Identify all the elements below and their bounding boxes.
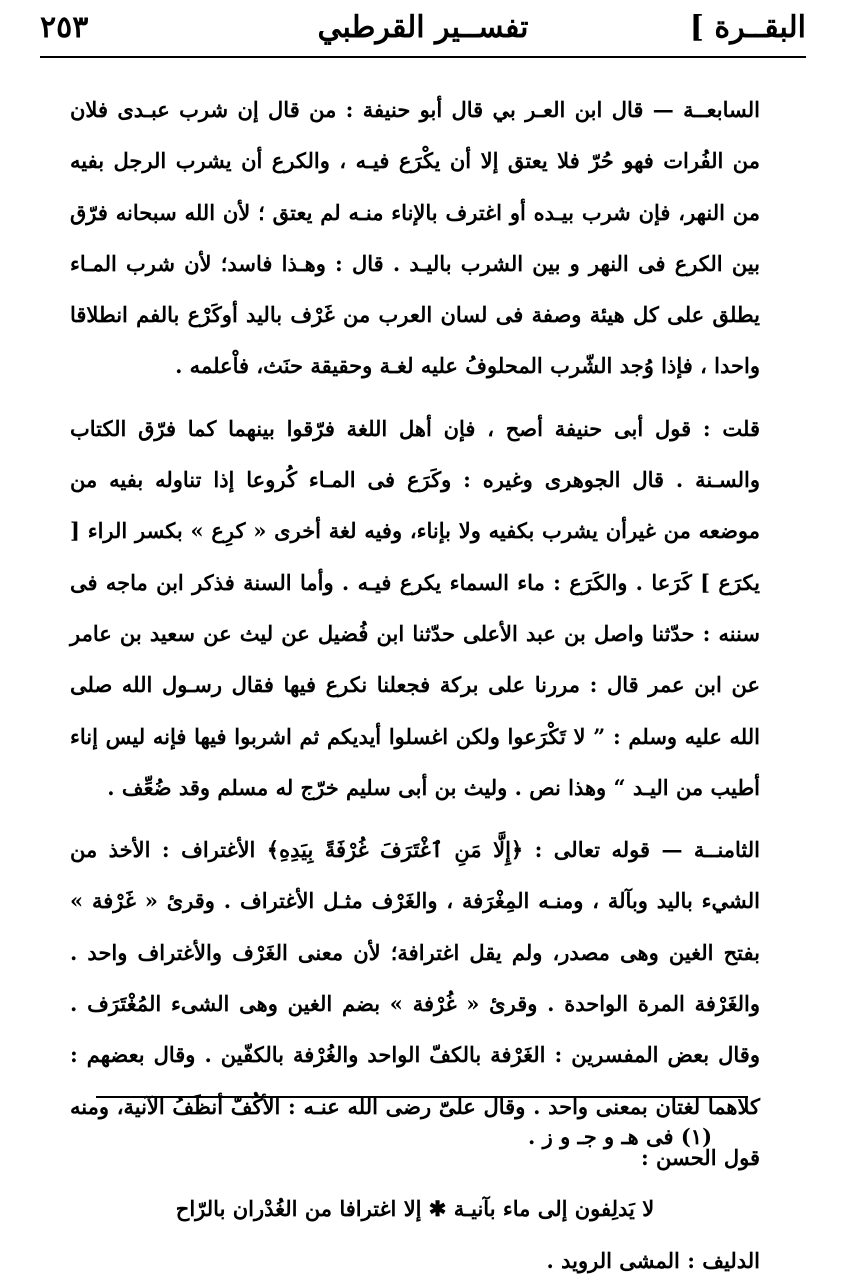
book-title: تفســير القرطبي — [317, 10, 529, 45]
footnote-rule — [96, 1096, 748, 1098]
footnote: (١) فى هـ و جـ و ز . — [528, 1124, 712, 1149]
paragraph-seventh: السابعــة — قال ابن العـر بي‌ قال أبو حنيفة : من قال إن شرب عبـدى فلان من الفُرات فهو حُرّ فلا يعتق إلا أن يكْرَع فيـه ، والكرع أن يشرب الرجل بفيه من النهر، فإن شرب بيـده أو اغترف بالإناء منـه لم يعتق ؛ لأن الله سبحانه فرّق بين الكرع فى النهر و بين الشرب باليـد . قال : وهـذا فاسد؛ لأن شرب المـاء يطلق على كل هيئة وصفة فى لسان العرب من غَرْف باليد أوكَرْع بالفم انطلاقا واحدا ، فإذا وُجد الشّرب المحلوفُ عليه لغـة وحقيقة حنَث، فاْعلمه . — [70, 97, 760, 379]
page-number: ٢٥٣ — [40, 10, 89, 45]
page-header — [40, 6, 806, 58]
closing-line: الدليف : المشى الرويد . — [546, 1247, 760, 1273]
paragraph-eighth: الثامنــة — قوله تعالى : ﴿إِلَّا مَنِ ٱغْتَرَفَ غُرْفَةً بِيَدِهِ﴾ الأغتراف : الأخذ من الشيء باليد وبآلة ، ومنـه المِغْرَفة ، والغَرْف مثـل الأغتراف . وقرئ « غَرْفة » بفتح الغين وهى مصدر، ولم يقل اغترافة؛ لأن معنى الغَرْف والأغتراف واحد . والغَرْفة المرة الواحدة . وقرئ « غُرْفة » بضم الغين وهى الشىء المُغْتَرَف . وقال بعض المفسرين : الغَرْفة بالكفّ الواحد والغُرْفة بالكفّين . وقال بعضهم : كلاهما لغتان بمعنى واحد . وقال علىّ رضى الله عنـه : الأكُفّ أنظَفُ الآنية، ومنه قول الحسن : — [70, 837, 760, 1170]
paragraph-qultu: قلت : قول أبى حنيفة أصح ، فإن أهل اللغة فرّقوا بينهما كما فرّق الكتاب والسـنة . قال الجوهرى وغيره : وكَرَع فى المـاء كُروعا إذا تناوله بفيه من موضعه من غيرأن يشرب بكفيه ولا بإناء، وفيه لغة أخرى « كرِع » بكسر الراء [ يكرَع ] كَرَعا . والكَرَع : ماء السماء يكرع فيـه . وأما السنة فذكر ابن ماجه فى سننه : حدّثنا واصل بن عبد الأعلى حدّثنا ابن فُضيل عن ليث عن سعيد بن عامر عن ابن عمر قال : مررنا على بركة فجعلنا نكرع فيها فقال رسـول الله صلى الله عليه وسلم : ” لا تَكْرَعوا ولكن اغسلوا أيديكم ثم اشربوا فيها فإنه ليس إناء أطيب من اليـد “ وهذا نص . وليث بن أبى سليم خرّج له مسلم وقد ضُعِّف . — [70, 415, 760, 800]
poetry-verse: لا يَدلِفون إلى ماء بآنيـة ✱ إلا اغترافا من الغُدْران بالرّاح — [175, 1196, 655, 1222]
surah-name: البقــرة ] — [689, 10, 806, 45]
main-text — [70, 84, 760, 1286]
header-rule — [40, 56, 806, 58]
